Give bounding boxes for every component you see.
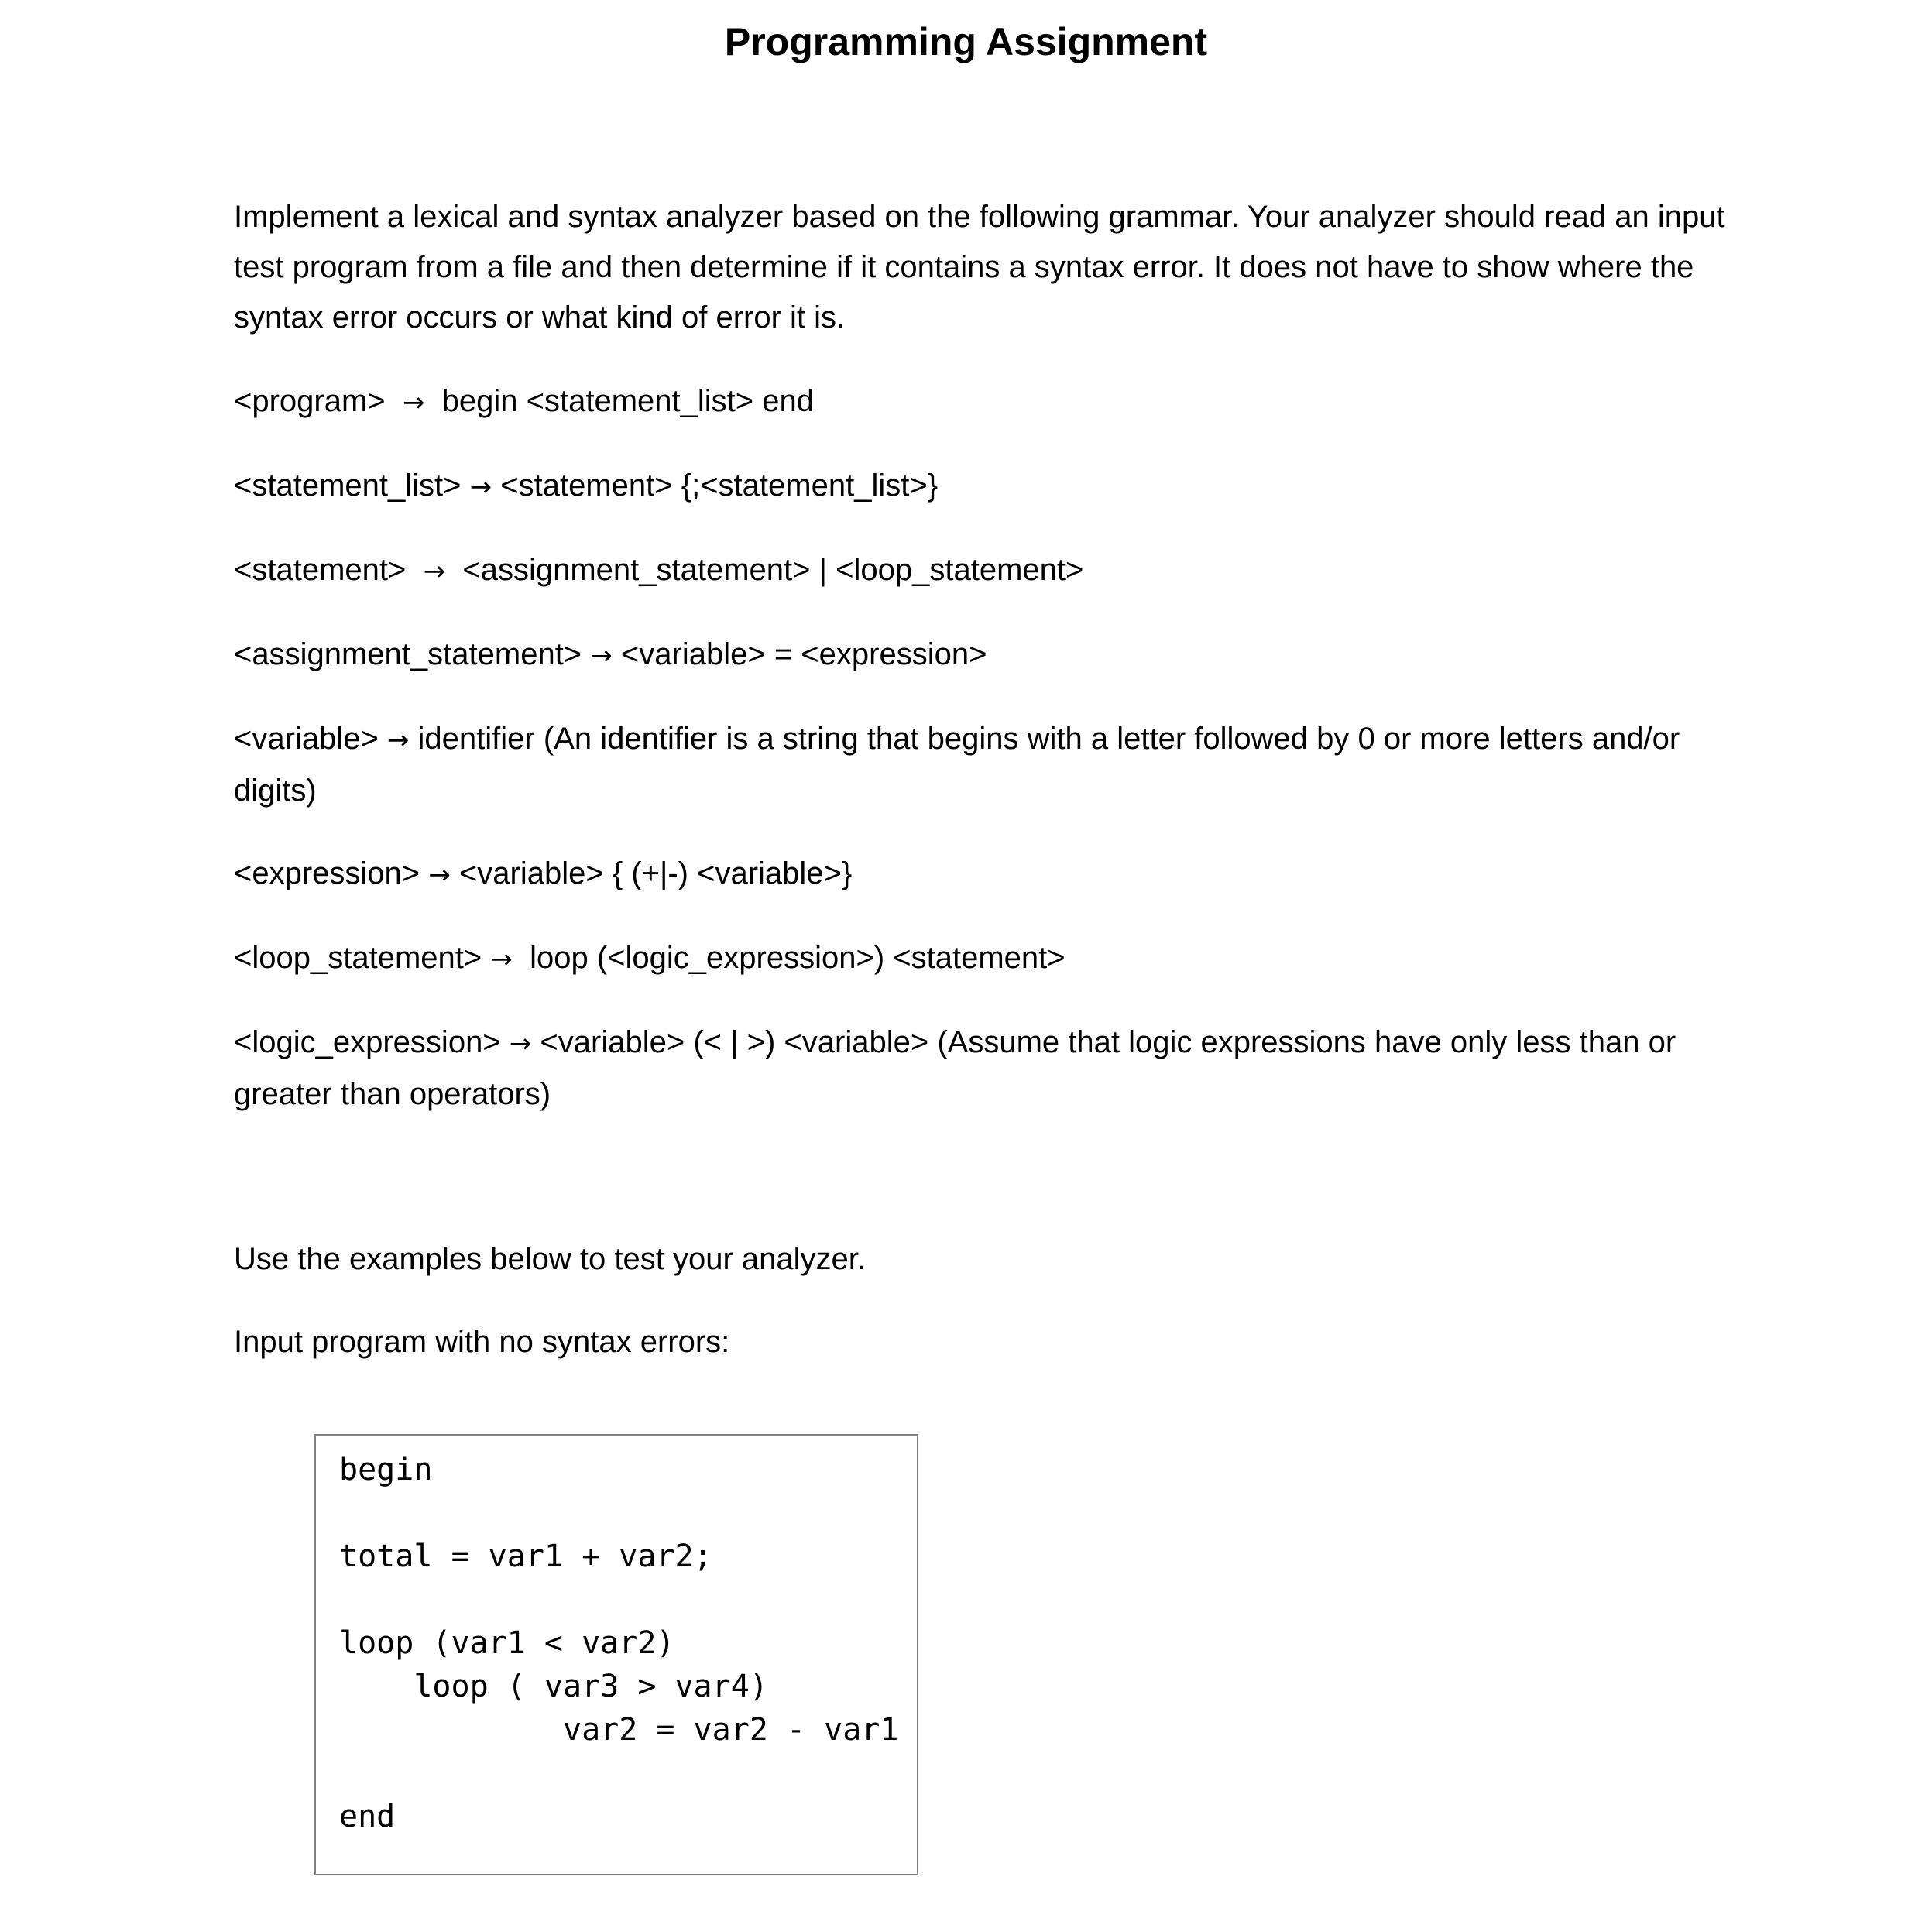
code-line: end [339, 1799, 396, 1834]
rule-lhs: <expression> [234, 856, 420, 890]
rule-lhs: <assignment_statement> [234, 637, 582, 671]
code-line: loop ( var3 > var4) [339, 1669, 768, 1704]
grammar-rule-variable [234, 714, 1752, 816]
rule-lhs: <logic_expression> [234, 1025, 501, 1059]
examples-intro: Use the examples below to test your analyzer. [234, 1242, 866, 1276]
no-errors-label: Input program with no syntax errors: [234, 1325, 730, 1359]
grammar-rule-statement [234, 545, 1752, 597]
arrow-icon: → [509, 1028, 532, 1059]
arrow-icon: → [386, 725, 410, 756]
arrow-icon: → [590, 640, 613, 671]
arrow-icon: → [423, 556, 446, 587]
rule-rhs: <assignment_statement> | <loop_statement> [462, 553, 1084, 587]
code-line: total = var1 + var2; [339, 1539, 712, 1574]
rule-rhs: identifier (An identifier is a string that begins with a letter followed by 0 or more letters and/or digits) [234, 722, 1680, 808]
rule-rhs: <variable> = <expression> [620, 637, 987, 671]
rule-lhs: <program> [234, 384, 386, 418]
arrow-icon: → [402, 387, 425, 418]
intro-paragraph: Implement a lexical and syntax analyzer based on the following grammar. Your analyzer should read an input test program from a file and then determine if it contains a syntax error. It does not have to show where the syntax error occurs or what kind of error it is. [234, 200, 1725, 335]
rule-rhs: <variable> (< | >) <variable> (Assume that logic expressions have only less than or greater than operators) [234, 1025, 1676, 1111]
code-line: begin [339, 1452, 433, 1487]
rule-rhs: <variable> { (+|-) <variable>} [458, 856, 853, 890]
rule-lhs: <variable> [234, 722, 379, 756]
rule-rhs: begin <statement_list> end [441, 384, 814, 418]
rule-rhs: loop (<logic_expression>) <statement> [530, 941, 1066, 975]
grammar-rule-expression [234, 849, 1752, 901]
grammar-rule-loop-statement [234, 933, 1752, 985]
rule-lhs: <loop_statement> [234, 941, 482, 975]
code-example-box [314, 1434, 918, 1875]
grammar-rule-statement-list [234, 461, 1752, 513]
arrow-icon: → [428, 859, 451, 890]
rule-lhs: <statement> [234, 553, 407, 587]
grammar-rule-logic-expression [234, 1017, 1752, 1120]
page-title: Programming Assignment [724, 20, 1208, 63]
rule-rhs: <statement> {;<statement_list>} [500, 468, 939, 503]
code-line: var2 = var2 - var1 [339, 1712, 899, 1748]
arrow-icon: → [469, 472, 492, 503]
code-line: loop (var1 < var2) [339, 1625, 675, 1661]
grammar-rule-assignment-statement [234, 630, 1752, 681]
grammar-rule-program [234, 376, 1752, 428]
rule-lhs: <statement_list> [234, 468, 462, 503]
arrow-icon: → [490, 944, 513, 975]
